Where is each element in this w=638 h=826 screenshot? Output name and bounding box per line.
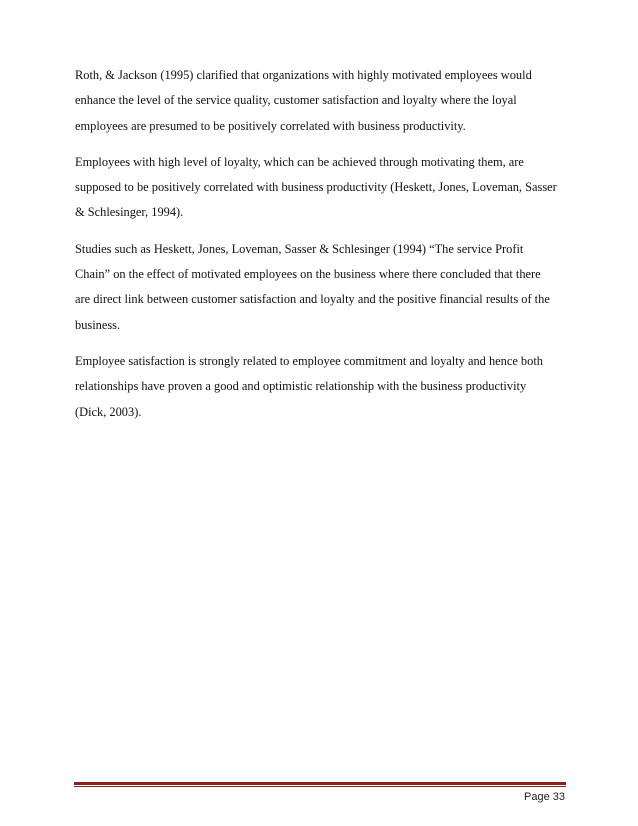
text-line: supposed to be positively correlated with business productivity (Heskett, Jones, Loveman, Sasser — [75, 180, 557, 195]
text-line: relationships have proven a good and optimistic relationship with the business productivity — [75, 379, 527, 394]
paragraph-employee-satisfaction — [75, 349, 575, 425]
text-line: Roth, & Jackson (1995) clarified that organizations with highly motivated employees would — [75, 68, 532, 82]
text-line: Employee satisfaction is strongly related to employee commitment and loyalty and hence both — [75, 353, 543, 368]
text-line: enhance the level of the service quality, customer satisfaction and loyalty where the loyal — [75, 93, 517, 108]
text-line: employees are presumed to be positively correlated with business productivity. — [75, 118, 466, 133]
text-line: Employees with high level of loyalty, which can be achieved through motivating them, are — [75, 154, 524, 169]
footer-rule — [74, 782, 566, 787]
text-line: are direct link between customer satisfaction and loyalty and the positive financial results of the — [75, 292, 550, 307]
text-line: Chain” on the effect of motivated employees on the business where there concluded that there — [75, 267, 541, 282]
text-line: & Schlesinger, 1994). — [75, 205, 184, 220]
text-line: Studies such as Heskett, Jones, Loveman, Sasser & Schlesinger (1994) “The service Profit — [75, 241, 524, 256]
paragraph-service-profit-chain — [75, 237, 575, 338]
paragraph-roth-jackson — [75, 63, 575, 139]
footer-rule-thin — [74, 786, 566, 787]
text-line: (Dick, 2003). — [75, 404, 142, 419]
paragraph-employee-loyalty — [75, 150, 575, 226]
body-text — [75, 63, 575, 436]
page-number: Page 33 — [524, 791, 565, 803]
text-line: business. — [75, 317, 121, 332]
